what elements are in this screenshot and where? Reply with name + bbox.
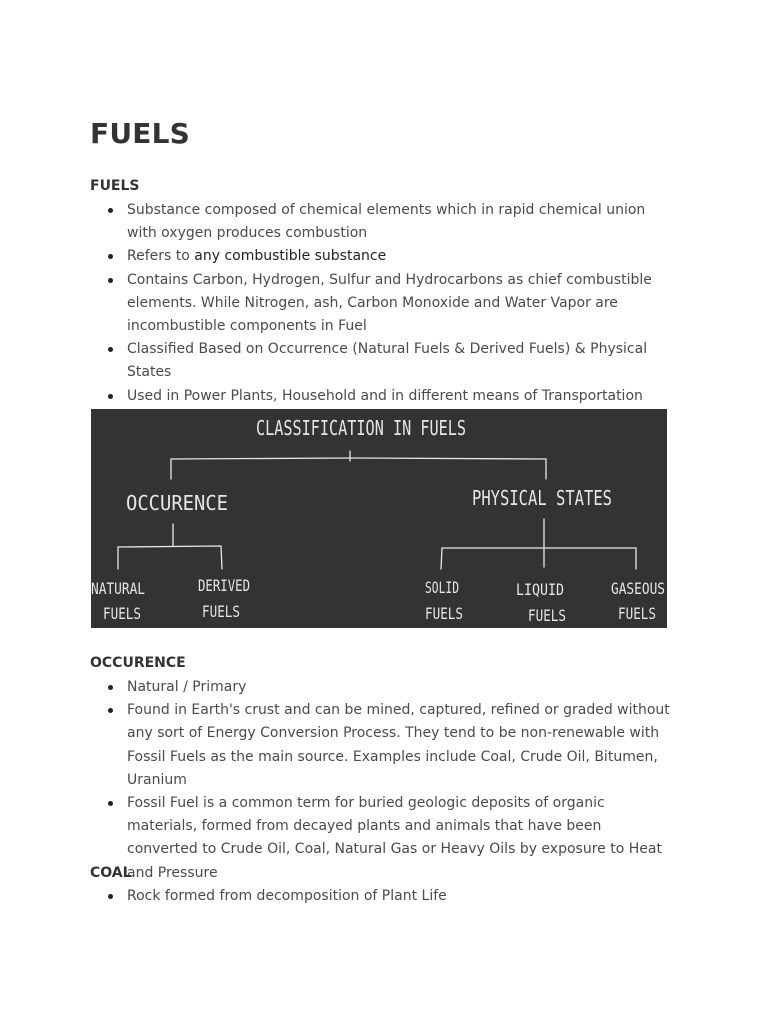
- page-title: FUELS: [90, 117, 190, 150]
- section-heading-fuels: FUELS: [90, 178, 140, 194]
- diagram-branch-right: PHYSICAL STATES: [472, 486, 612, 510]
- list-item: Classified Based on Occurrence (Natural Fuels & Derived Fuels) & Physical States: [127, 338, 670, 384]
- diagram-leaf-solid-line2: FUELS: [425, 604, 463, 623]
- list-item: [127, 245, 670, 268]
- diagram-leaf-gaseous-line1: GASEOUS: [611, 579, 665, 598]
- fuels-bullet-list: [90, 199, 670, 408]
- list-item: Substance composed of chemical elements which in rapid chemical union with oxygen produces combustion: [127, 199, 670, 245]
- diagram-line: [441, 548, 636, 569]
- occurence-bullet-list: [90, 676, 670, 885]
- diagram-title: CLASSIFICATION IN FUELS: [256, 416, 466, 440]
- diagram-leaf-natural-line2: FUELS: [103, 604, 141, 623]
- highlight-phrase: any combustible substance: [194, 248, 387, 265]
- diagram-leaf-solid-line1: SOLID: [425, 578, 459, 597]
- list-item: Found in Earth's crust and can be mined, captured, refined or graded without any sort of Energy Conversion Process. They tend to be non-renewable with Fossil Fuels as the main source. Examples include Coal, Crude Oil, Bitumen, Uranium: [127, 699, 670, 792]
- classification-diagram-image: [91, 409, 667, 628]
- list-item: Used in Power Plants, Household and in different means of Transportation: [127, 385, 670, 408]
- diagram-leaf-natural-line1: NATURAL: [91, 579, 145, 598]
- diagram-svg: [91, 409, 667, 628]
- diagram-leaf-derived-line1: DERIVED: [198, 576, 250, 595]
- diagram-line: [118, 546, 222, 569]
- list-item: Contains Carbon, Hydrogen, Sulfur and Hydrocarbons as chief combustible elements. While Nitrogen, ash, Carbon Monoxide and Water Vapor are incombustible components in Fuel: [127, 269, 670, 339]
- list-item: Natural / Primary: [127, 676, 670, 699]
- diagram-branch-left: OCCURENCE: [126, 491, 228, 515]
- list-item: Rock formed from decomposition of Plant Life: [127, 885, 670, 908]
- section-heading-coal: COAL: [90, 865, 132, 881]
- diagram-leaf-gaseous-line2: FUELS: [618, 604, 656, 623]
- diagram-line: [171, 458, 546, 479]
- diagram-leaf-liquid-line2: FUELS: [528, 606, 566, 625]
- bullet-prefix: Refers to: [127, 248, 195, 265]
- list-item: Fossil Fuel is a common term for buried geologic deposits of organic materials, formed from decayed plants and animals that have been converted to Crude Oil, Coal, Natural Gas or Heavy Oils by exposure to Heat and Pressure: [127, 792, 670, 885]
- section-heading-occurence: OCCURENCE: [90, 655, 186, 671]
- coal-bullet-list: [90, 885, 670, 908]
- diagram-leaf-liquid-line1: LIQUID: [516, 580, 564, 599]
- diagram-leaf-derived-line2: FUELS: [202, 602, 240, 621]
